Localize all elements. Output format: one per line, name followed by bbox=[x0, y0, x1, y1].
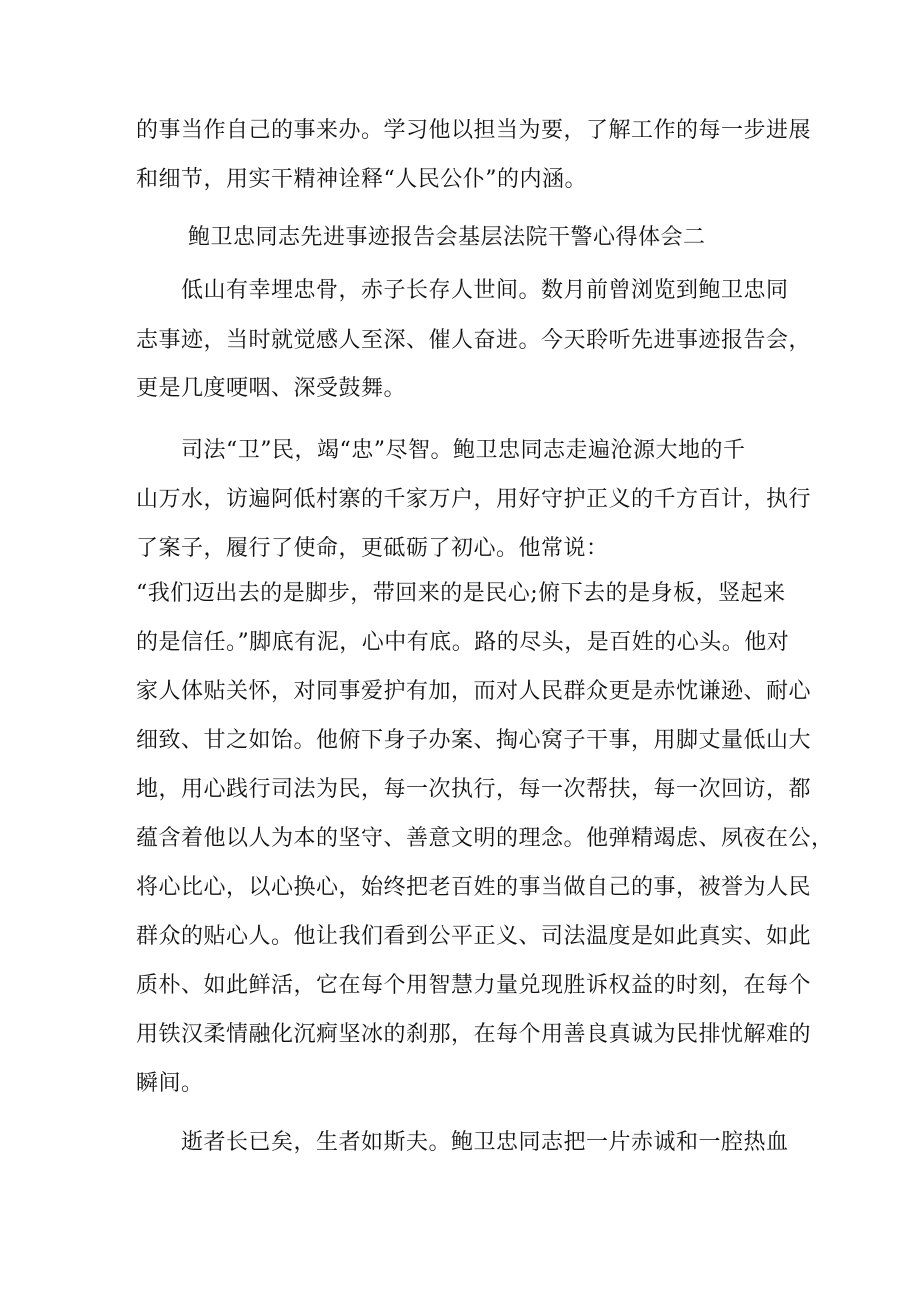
section-title: 鲍卫忠同志先进事迹报告会基层法院干警心得体会二 bbox=[188, 225, 706, 250]
paragraph-line: 了案子，履行了使命，更砥砺了初心。他常说： bbox=[136, 536, 609, 561]
paragraph-line: 地，用心践行司法为民，每一次执行，每一次帮扶，每一次回访，都 bbox=[136, 777, 812, 802]
paragraph-line: 司法“卫”民，竭“忠”尽智。鲍卫忠同志走遍沧源大地的千 bbox=[181, 438, 746, 463]
paragraph-line: 低山有幸埋忠骨，赤子长存人世间。数月前曾浏览到鲍卫忠同 bbox=[181, 278, 789, 303]
paragraph-line: 家人体贴关怀，对同事爱护有加，而对人民群众更是赤忱谦逊、耐心 bbox=[136, 679, 812, 704]
paragraph-line: 蕴含着他以人为本的坚守、善意文明的理念。他弹精竭虑、夙夜在公， bbox=[136, 826, 834, 851]
paragraph-line: 将心比心，以心换心，始终把老百姓的事当做自己的事，被誉为人民 bbox=[136, 875, 812, 900]
paragraph-line: 群众的贴心人。他让我们看到公平正义、司法温度是如此真实、如此 bbox=[136, 924, 812, 949]
paragraph-line: 山万水，访遍阿低村寨的千家万户，用好守护正义的千方百计，执行 bbox=[136, 487, 812, 512]
paragraph-line: 质朴、如此鲜活，它在每个用智慧力量兑现胜诉权益的时刻，在每个 bbox=[136, 973, 812, 998]
paragraph-line: 的事当作自己的事来办。学习他以担当为要，了解工作的每一步进展 bbox=[136, 118, 812, 143]
paragraph-line: 瞬间。 bbox=[136, 1071, 204, 1096]
paragraph-line: 逝者长已矣，生者如斯夫。鲍卫忠同志把一片赤诚和一腔热血 bbox=[181, 1130, 789, 1155]
paragraph-line: 的是信任。”脚底有泥，心中有底。路的尽头，是百姓的心头。他对 bbox=[136, 630, 790, 655]
paragraph-line: 更是几度哽咽、深受鼓舞。 bbox=[136, 376, 407, 401]
paragraph-line: 志事迹，当时就觉感人至深、催人奋进。今天聆听先进事迹报告会， bbox=[136, 328, 812, 353]
paragraph-line: 用铁汉柔情融化沉痾坚冰的刹那，在每个用善良真诚为民排忧解难的 bbox=[136, 1022, 812, 1047]
paragraph-line: 细致、甘之如饴。他俯下身子办案、掏心窝子干事，用脚丈量低山大 bbox=[136, 728, 812, 753]
paragraph-line: “我们迈出去的是脚步，带回来的是民心;俯下去的是身板，竖起来 bbox=[136, 581, 786, 606]
paragraph-line: 和细节，用实干精神诠释“人民公仆”的内涵。 bbox=[136, 167, 587, 192]
